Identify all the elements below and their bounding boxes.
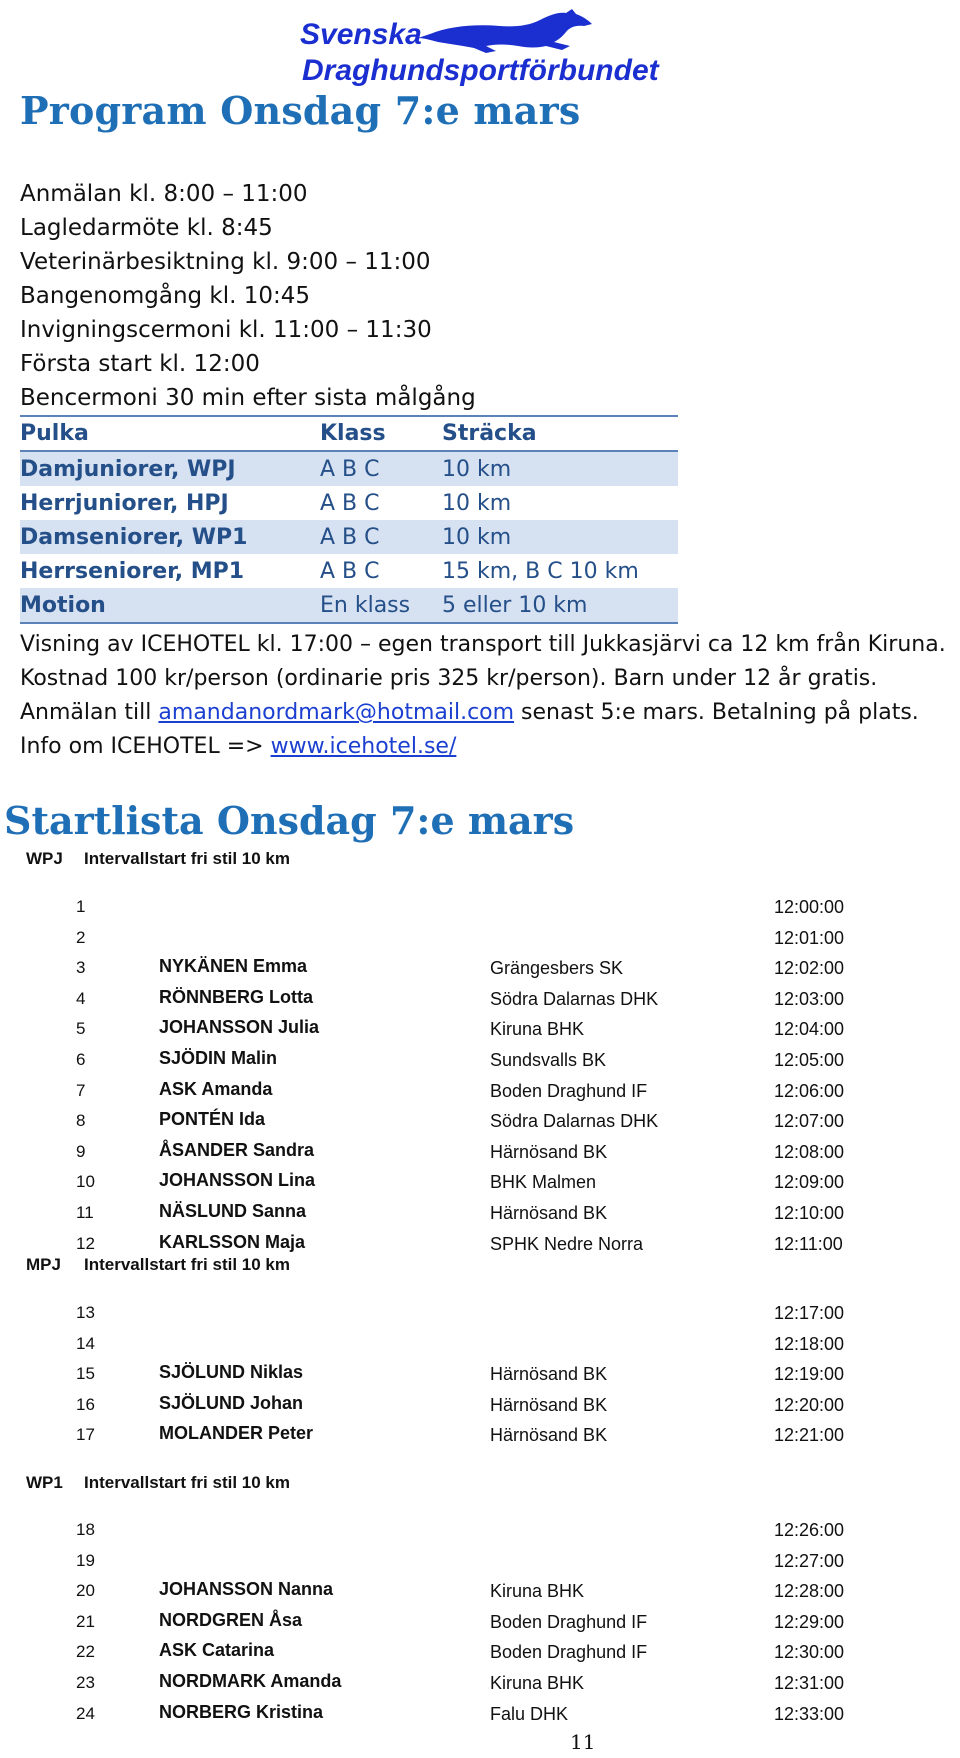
cell-klass: En klass [320,588,442,623]
table-row [20,554,678,588]
club-name: Grängesbers SK [490,958,624,978]
start-number: 15 [76,1364,95,1383]
club-name: Härnösand BK [490,1395,608,1415]
start-time: 12:27:00 [774,1551,845,1571]
start-row [0,1303,960,1331]
start-row [0,1673,960,1701]
start-number: 1 [76,897,86,916]
table-row [20,520,678,554]
competitor-name: ASK Catarina [159,1640,275,1660]
cell-klass: A B C [320,451,442,486]
info-text: Info om ICEHOTEL => [20,734,271,759]
header-pulka: Pulka [20,416,320,451]
start-number: 10 [76,1172,95,1191]
club-name: Kiruna BHK [490,1581,585,1601]
website-link[interactable]: www.icehotel.se/ [270,734,457,759]
start-time: 12:19:00 [774,1364,845,1384]
start-number: 6 [76,1050,86,1069]
competitor-name: JOHANSSON Lina [159,1170,316,1190]
schedule-line: Bangenomgång kl. 10:45 [20,283,311,309]
start-row [0,1142,960,1170]
start-number: 12 [76,1234,95,1253]
svg-text:Draghundsportförbundet: Draghundsportförbundet [302,54,659,87]
group-code: WPJ [26,849,63,868]
competitor-name: NYKÄNEN Emma [159,956,308,976]
class-table [20,415,678,624]
class-table-header [20,416,678,451]
info-line: Kostnad 100 kr/person (ordinarie pris 325 kr/person). Barn under 12 år gratis. [20,666,878,691]
schedule-line: Bencermoni 30 min efter sista målgång [20,385,476,411]
start-time: 12:08:00 [774,1142,845,1162]
competitor-name: NORDMARK Amanda [159,1671,342,1691]
start-time: 12:02:00 [774,958,845,978]
start-number: 9 [76,1142,86,1161]
info-line [20,730,946,764]
start-row [0,1019,960,1047]
start-row [0,958,960,986]
start-row [0,1581,960,1609]
competitor-name: NORBERG Kristina [159,1702,324,1722]
start-number: 3 [76,958,86,977]
start-row [0,989,960,1017]
competitor-name: MOLANDER Peter [159,1423,314,1443]
club-name: Kiruna BHK [490,1019,585,1039]
start-row [0,1612,960,1640]
start-row [0,1642,960,1670]
start-time: 12:28:00 [774,1581,845,1601]
start-time: 12:33:00 [774,1704,845,1724]
start-number: 18 [76,1520,95,1539]
start-time: 12:10:00 [774,1203,845,1223]
svg-text:Svenska: Svenska [300,18,422,51]
schedule-list [20,177,476,415]
club-name: Härnösand BK [490,1142,608,1162]
start-row [0,1395,960,1423]
start-time: 12:05:00 [774,1050,845,1070]
start-time: 12:00:00 [774,897,845,917]
start-time: 12:20:00 [774,1395,845,1415]
info-line [20,696,946,730]
start-row [0,1111,960,1139]
start-time: 12:29:00 [774,1612,845,1632]
competitor-name: ASK Amanda [159,1079,273,1099]
info-line: Visning av ICEHOTEL kl. 17:00 – egen transport till Jukkasjärvi ca 12 km från Kiruna. [20,632,946,657]
cell-distance: 10 km [442,451,678,486]
start-number: 4 [76,989,86,1008]
program-title: Program Onsdag 7:e mars [20,88,581,133]
group-code: WP1 [26,1473,63,1492]
header-stracka: Sträcka [442,416,678,451]
start-number: 5 [76,1019,86,1038]
schedule-line: Invigningscermoni kl. 11:00 – 11:30 [20,317,432,343]
schedule-line: Veterinärbesiktning kl. 9:00 – 11:00 [20,249,431,275]
club-name: Boden Draghund IF [490,1642,648,1662]
schedule-line: Anmälan kl. 8:00 – 11:00 [20,181,308,207]
info-text: Anmälan till [20,700,159,725]
cell-class: Damseniorer, WP1 [20,520,320,554]
table-row [20,451,678,486]
start-time: 12:31:00 [774,1673,845,1693]
email-link[interactable]: amandanordmark@hotmail.com [158,700,515,725]
group-label: Intervallstart fri stil 10 km [84,1255,290,1274]
start-time: 12:07:00 [774,1111,845,1131]
start-time: 12:17:00 [774,1303,845,1323]
schedule-line: Lagledarmöte kl. 8:45 [20,215,273,241]
start-row [0,1364,960,1392]
icehotel-info [20,628,946,764]
cell-distance: 5 eller 10 km [442,588,678,623]
table-row [20,588,678,623]
startlist-title: Startlista Onsdag 7:e mars [4,798,575,843]
start-time: 12:03:00 [774,989,845,1009]
start-number: 8 [76,1111,86,1130]
club-name: Kiruna BHK [490,1673,585,1693]
start-number: 19 [76,1551,95,1570]
group-header [26,849,290,869]
cell-distance: 10 km [442,490,512,516]
cell-distance: 10 km [442,520,678,554]
club-name: Södra Dalarnas DHK [490,989,659,1009]
start-number: 20 [76,1581,95,1600]
start-time: 12:26:00 [774,1520,845,1540]
group-code: MPJ [26,1255,61,1274]
start-time: 12:18:00 [774,1334,845,1354]
start-row [0,1334,960,1362]
competitor-name: RÖNNBERG Lotta [159,987,313,1007]
competitor-name: NÄSLUND Sanna [159,1201,307,1221]
dog-icon [418,9,592,53]
group-header [26,1255,290,1275]
schedule-line: Första start kl. 12:00 [20,351,260,377]
start-row [0,1050,960,1078]
start-number: 24 [76,1704,95,1723]
club-name: Falu DHK [490,1704,569,1724]
start-number: 16 [76,1395,95,1414]
start-number: 2 [76,928,86,947]
start-row [0,1520,960,1548]
federation-logo [300,4,680,88]
group-header [26,1473,290,1493]
start-number: 17 [76,1425,95,1444]
start-number: 7 [76,1081,86,1100]
club-name: Boden Draghund IF [490,1081,648,1101]
club-name: Härnösand BK [490,1203,608,1223]
club-name: Sundsvalls BK [490,1050,607,1070]
competitor-name: KARLSSON Maja [159,1232,306,1252]
start-number: 22 [76,1642,95,1661]
start-row [0,1081,960,1109]
start-time: 12:11:00 [774,1234,843,1254]
club-name: Södra Dalarnas DHK [490,1111,659,1131]
club-name: Härnösand BK [490,1364,608,1384]
table-row [20,486,678,520]
club-name: SPHK Nedre Norra [490,1234,644,1254]
start-time: 12:06:00 [774,1081,845,1101]
start-time: 12:30:00 [774,1642,845,1662]
start-number: 21 [76,1612,95,1631]
cell-klass: A B C [320,490,380,516]
start-time: 12:01:00 [774,928,845,948]
group-label: Intervallstart fri stil 10 km [84,849,290,868]
club-name: BHK Malmen [490,1172,597,1192]
competitor-name: ÅSANDER Sandra [159,1140,315,1160]
start-number: 11 [76,1203,94,1222]
cell-klass: A B C [320,520,442,554]
start-row [0,1172,960,1200]
start-number: 13 [76,1303,95,1322]
start-row [0,1551,960,1579]
competitor-name: SJÖLUND Niklas [159,1362,304,1382]
competitor-name: SJÖLUND Johan [159,1393,304,1413]
group-label: Intervallstart fri stil 10 km [84,1473,290,1492]
competitor-name: NORDGREN Åsa [159,1610,303,1630]
start-row [0,897,960,925]
club-name: Härnösand BK [490,1425,608,1445]
cell-class: Damjuniorer, WPJ [20,451,320,486]
start-row [0,1704,960,1732]
cell-class: Herrseniorer, MP1 [20,558,245,584]
info-text: senast 5:e mars. Betalning på plats. [514,700,919,725]
cell-class: Motion [20,588,320,623]
start-time: 12:04:00 [774,1019,845,1039]
competitor-name: JOHANSSON Nanna [159,1579,334,1599]
page-number: 11 [570,1730,596,1754]
start-number: 14 [76,1334,95,1353]
header-klass: Klass [320,416,442,451]
cell-klass: A B C [320,558,380,584]
start-row [0,1425,960,1453]
start-number: 23 [76,1673,95,1692]
start-row [0,928,960,956]
start-time: 12:09:00 [774,1172,845,1192]
competitor-name: JOHANSSON Julia [159,1017,320,1037]
cell-class: Herrjuniorer, HPJ [20,490,229,516]
competitor-name: PONTÉN Ida [159,1109,266,1129]
cell-distance: 15 km, B C 10 km [442,558,639,584]
start-row [0,1203,960,1231]
competitor-name: SJÖDIN Malin [159,1048,278,1068]
start-time: 12:21:00 [774,1425,845,1445]
club-name: Boden Draghund IF [490,1612,648,1632]
